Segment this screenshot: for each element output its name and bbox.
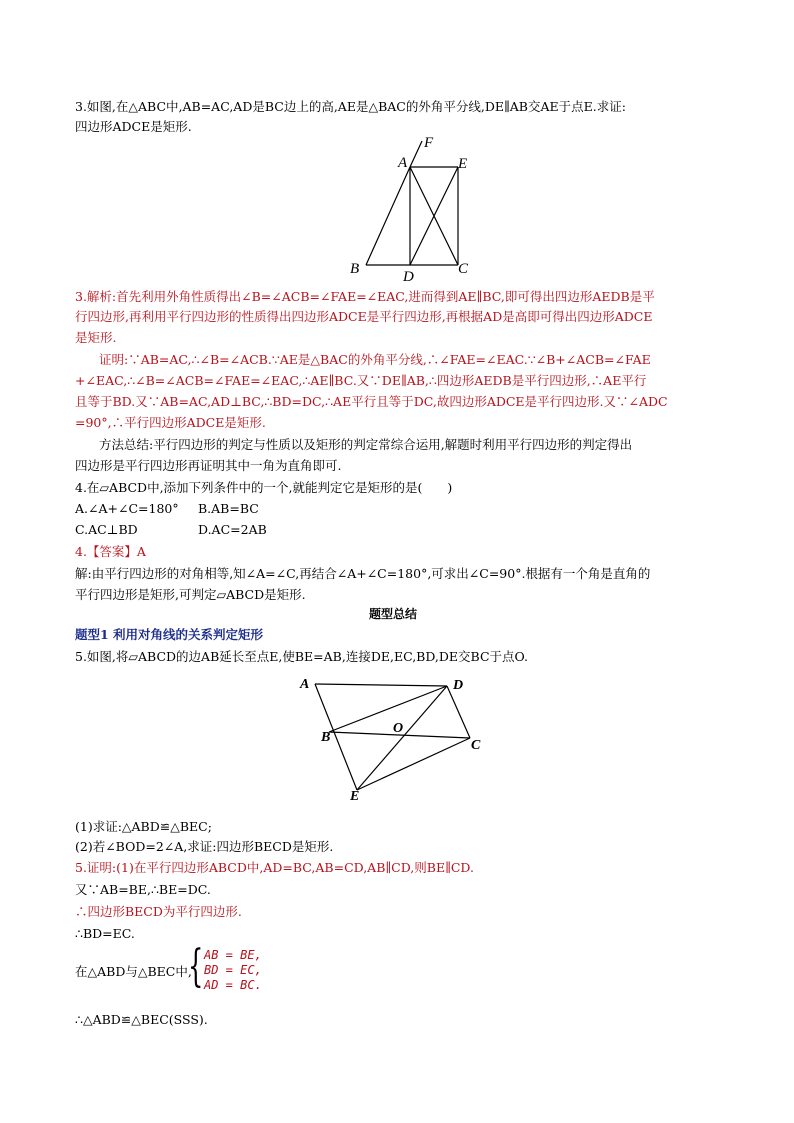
q5-label-O: O — [393, 721, 404, 736]
q4-option-a: A.∠A+∠C=180° — [75, 501, 179, 516]
q5-proof-line6: ∴△ABD≌△BEC(SSS). — [75, 1012, 208, 1027]
q5-proof-line1: 5.证明:(1)在平行四边形ABCD中,AD=BC,AB=CD,AB∥CD,则BE∥CD. — [75, 860, 474, 875]
q4-solution-line2: 平行四边形是矩形,可判定▱ABCD是矩形. — [75, 587, 306, 602]
q4-option-b: B.AB=BC — [198, 501, 259, 516]
q5-part1: (1)求证:△ABD≌△BEC; — [75, 819, 212, 834]
q5-label-B: B — [321, 730, 331, 745]
q3-figure — [340, 133, 490, 283]
q4-option-c: C.AC⊥BD — [75, 522, 138, 537]
q3-label-A: A — [398, 155, 408, 171]
q3-label-B: B — [350, 261, 360, 277]
q3-proof-line2: +∠EAC,∴∠B=∠ACB=∠FAE=∠EAC,∴AE∥BC.又∵DE∥AB,∴四边形AEDB是平行四边形,∴AE平行 — [75, 373, 647, 388]
q4-stem: 4.在▱ABCD中,添加下列条件中的一个,就能判定它是矩形的是( ) — [75, 480, 453, 495]
q5-label-A: A — [300, 677, 310, 692]
q5-part2: (2)若∠BOD=2∠A,求证:四边形BECD是矩形. — [75, 839, 334, 854]
type1-title: 题型1 利用对角线的关系判定矩形 — [75, 627, 264, 642]
q4-solution-line1: 解:由平行四边形的对角相等,知∠A=∠C,再结合∠A+∠C=180°,可求出∠C=90°.根据有一个角是直角的 — [75, 566, 651, 581]
q5-system-eq1: AB = BE, — [204, 948, 262, 962]
q5-system-eq3: AD = BC. — [204, 978, 262, 992]
q5-system-eq2: BD = EC, — [204, 963, 262, 977]
q5-stem: 5.如图,将▱ABCD的边AB延长至点E,使BE=AB,连接DE,EC,BD,DE交BC于点O. — [75, 649, 529, 664]
q5-figure — [295, 670, 495, 805]
q3-proof-line1: 证明:∵AB=AC,∴∠B=∠ACB.∵AE是△BAC的外角平分线,∴∠FAE=∠EAC.∵∠B+∠ACB=∠FAE — [99, 352, 651, 367]
q5-label-D: D — [453, 678, 464, 693]
q3-method-line2: 四边形是平行四边形再证明其中一角为直角即可. — [75, 458, 342, 473]
q5-label-C: C — [471, 738, 481, 753]
q5-proof-line5: 在△ABD与△BEC中, — [75, 964, 192, 979]
q3-proof-line3: 且等于BD.又∵AB=AC,AD⊥BC,∴BD=DC,∴AE平行且等于DC,故四边形ADCE是平行四边形.又∵∠ADC — [75, 394, 668, 409]
q4-option-d: D.AC=2AB — [198, 522, 267, 537]
q5-proof-line2: 又∵AB=BE,∴BE=DC. — [75, 882, 211, 897]
q3-stem-line2: 四边形ADCE是矩形. — [75, 119, 192, 134]
q3-analysis-line2: 行四边形,再利用平行四边形的性质得出四边形ADCE是平行四边形,再根据AD是高即可得出四边形ADCE — [75, 309, 653, 324]
q3-label-D: D — [403, 269, 414, 283]
q3-label-F: F — [424, 135, 434, 151]
q5-proof-line3: ∴四边形BECD为平行四边形. — [75, 904, 242, 919]
q5-system-brace: { — [188, 941, 204, 992]
q4-answer: 4.【答案】A — [75, 544, 146, 559]
q3-label-C: C — [458, 261, 469, 277]
summary-title: 题型总结 — [369, 607, 418, 621]
q3-label-E: E — [458, 156, 468, 172]
q3-analysis-line3: 是矩形. — [75, 330, 117, 345]
q3-method-line1: 方法总结:平行四边形的判定与性质以及矩形的判定常综合运用,解题时利用平行四边形的判定得出 — [99, 437, 633, 452]
q5-proof-line4: ∴BD=EC. — [75, 926, 135, 941]
q3-analysis-line1: 3.解析:首先利用外角性质得出∠B=∠ACB=∠FAE=∠EAC,进而得到AE∥BC,即可得出四边形AEDB是平 — [75, 289, 655, 304]
q3-stem-line1: 3.如图,在△ABC中,AB=AC,AD是BC边上的高,AE是△BAC的外角平分线,DE∥AB交AE于点E.求证: — [75, 99, 626, 114]
q3-proof-line4: =90°,∴平行四边形ADCE是矩形. — [75, 415, 266, 430]
q5-label-E: E — [350, 789, 360, 804]
